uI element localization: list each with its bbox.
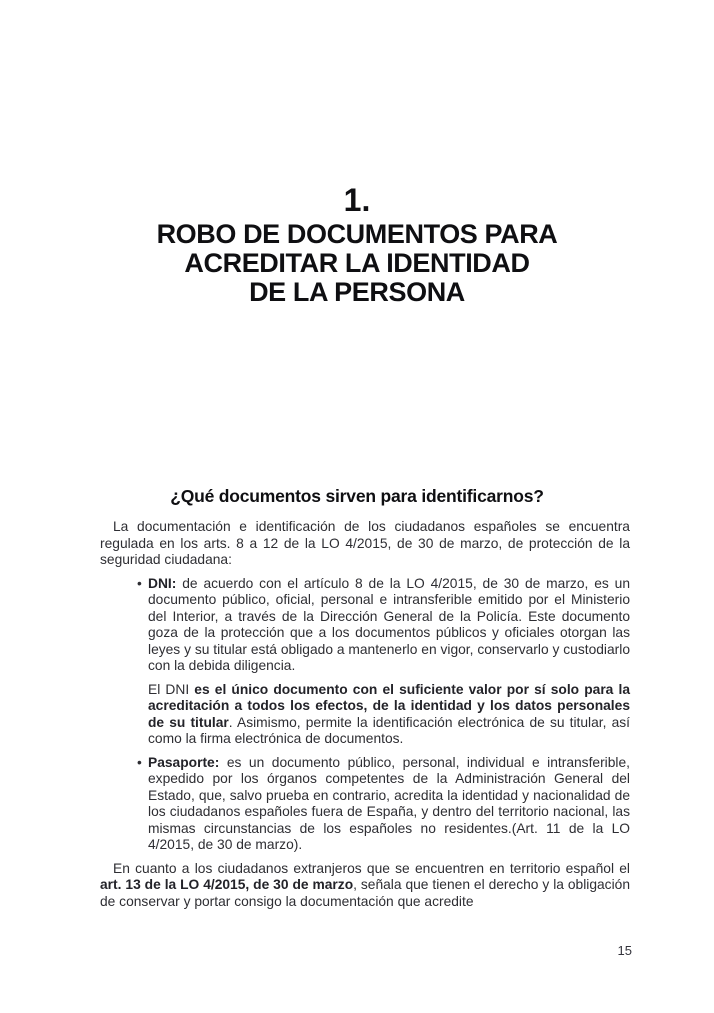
chapter-title-line-1: ROBO DE DOCUMENTOS PARA [156, 219, 558, 249]
chapter-title-line-3: DE LA PERSONA [249, 277, 465, 307]
closing-paragraph: En cuanto a los ciudadanos extranjeros que se encuentren en territorio español el art. 13 de la LO 4/2015, de 30 de marzo, señala que tienen el derecho y la obligación de conservar y portar consigo la documentación que acredite [100, 860, 630, 909]
bullet-list [100, 576, 630, 854]
chapter-title-line-2: ACREDITAR LA IDENTIDAD [184, 248, 530, 278]
bullet-icon: • [137, 754, 142, 770]
bullet-item-dni [100, 576, 630, 748]
chapter-number: 1. [343, 182, 371, 218]
bullet-icon: • [137, 575, 142, 591]
section-heading: ¿Qué documentos sirven para identificarnos? [170, 486, 544, 506]
body-text [100, 519, 630, 910]
pasaporte-definition-paragraph: Pasaporte: es un documento público, personal, individual e intransferible, expedido por los órganos competentes de la Administración General del Estado, que, salvo prueba en contrario, acredita la identidad y nacionalidad de los ciudadanos españoles fuera de España, y dentro del territorio nacional, las mismas circunstancias de los españoles no residentes.(Art. 11 de la LO 4/2015, de 30 de marzo). [148, 754, 630, 852]
dni-value-paragraph: El DNI es el único documento con el suficiente valor por sí solo para la acreditación a todos los efectos, de la identidad y los datos personales de su titular. Asimismo, permite la identificación electrónica de su titular, así como la firma electrónica de documentos. [148, 681, 630, 746]
page-number: 15 [617, 943, 632, 958]
dni-definition-paragraph: DNI: de acuerdo con el artículo 8 de la LO 4/2015, de 30 de marzo, es un documento público, oficial, personal e intransferible emitido por el Ministerio del Interior, a través de la Dirección General de la Policía. Este documento goza de la protección que a los documentos públicos y oficiales otorgan las leyes y su titular está obligado a mantenerlo en vigor, conservarlo y custodiarlo con la debida diligencia. [148, 575, 630, 673]
bullet-item-pasaporte [100, 755, 630, 854]
chapter-title [0, 220, 714, 307]
chapter-header [0, 0, 714, 307]
intro-paragraph: La documentación e identificación de los ciudadanos españoles se encuentra regulada en los arts. 8 a 12 de la LO 4/2015, de 30 de marzo, de protección de la seguridad ciudadana: [100, 519, 630, 567]
